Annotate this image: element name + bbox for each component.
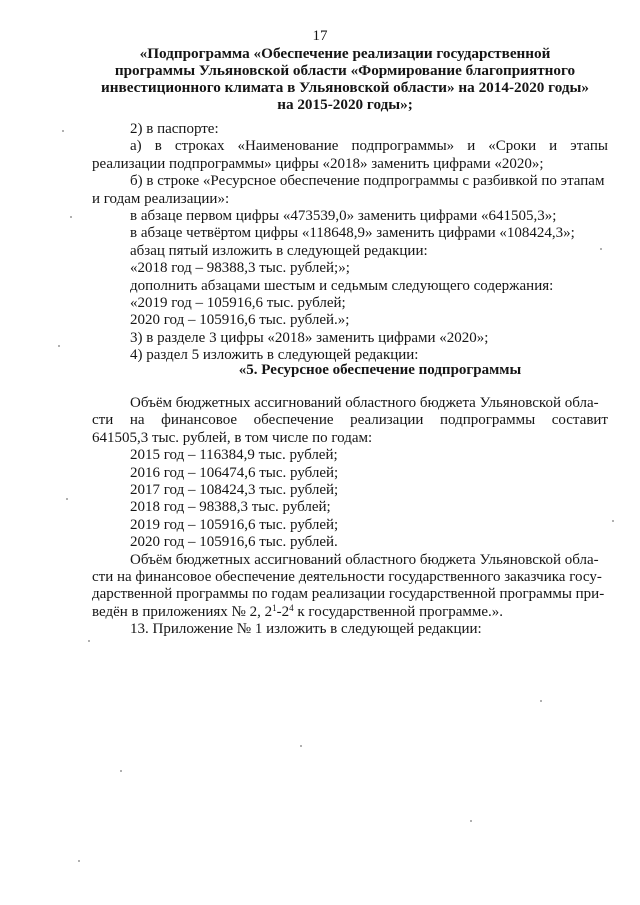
- scan-speck: [78, 860, 80, 862]
- paragraph-line: в абзаце первом цифры «473539,0» заменить цифрами «641505,3»;: [130, 207, 557, 224]
- year-amount-line: 2016 год – 106474,6 тыс. рублей;: [130, 464, 339, 481]
- paragraph-line: реализации подпрограммы» цифры «2018» заменить цифрами «2020»;: [92, 155, 544, 172]
- paragraph-line: и годам реализации»:: [92, 190, 230, 207]
- paragraph-line: дарственной программы по годам реализации государственной программы при-: [92, 586, 605, 603]
- year-amount-line: 2017 год – 108424,3 тыс. рублей;: [130, 481, 339, 498]
- scan-speck: [470, 820, 472, 822]
- paragraph-line: [92, 604, 608, 621]
- text-run: к государственной программе.».: [293, 603, 504, 620]
- section-title-block: [92, 362, 608, 379]
- paragraph-line: 2020 год – 105916,6 тыс. рублей.»;: [130, 312, 350, 329]
- scan-speck: [62, 130, 64, 132]
- heading-line: инвестиционного климата в Ульяновской области» на 2014-2020 годы»: [101, 79, 589, 96]
- scan-speck: [300, 745, 302, 747]
- subprogram-heading: [95, 45, 595, 113]
- paragraph-line: Объём бюджетных ассигнований областного бюджета Ульяновской обла-: [130, 395, 599, 411]
- paragraph-line: 2) в паспорте:: [130, 121, 219, 137]
- paragraph-line: сти на финансовое обеспечение реализации подпрограммы составит: [92, 412, 608, 429]
- scan-speck: [540, 700, 542, 702]
- scan-speck: [612, 520, 614, 522]
- year-amount-line: 2018 год – 98388,3 тыс. рублей;: [130, 499, 331, 516]
- text-run: -2: [276, 603, 290, 620]
- heading-line: на 2015-2020 годы»;: [277, 96, 413, 113]
- paragraph-line: 3) в разделе 3 цифры «2018» заменить цифрами «2020»;: [130, 329, 489, 346]
- paragraph-line: «2018 год – 98388,3 тыс. рублей;»;: [130, 260, 350, 277]
- paragraph-line: сти на финансовое обеспечение деятельности государственного заказчика госу-: [92, 568, 602, 585]
- year-amount-line: 2015 год – 116384,9 тыс. рублей;: [130, 447, 338, 464]
- scan-speck: [58, 345, 60, 347]
- scan-speck: [88, 640, 90, 642]
- paragraph-line: 4) раздел 5 изложить в следующей редакции:: [130, 347, 419, 364]
- text-run: ведён в приложениях № 2, 2: [92, 603, 273, 620]
- paragraph-line: 641505,3 тыс. рублей, в том числе по годам:: [92, 429, 373, 446]
- heading-line: программы Ульяновской области «Формирование благоприятного: [114, 62, 576, 79]
- paragraph-line: дополнить абзацами шестым и седьмым следующего содержания:: [130, 277, 554, 294]
- paragraph-line: 13. Приложение № 1 изложить в следующей редакции:: [130, 621, 482, 638]
- paragraph-line: Объём бюджетных ассигнований областного бюджета Ульяновской обла-: [130, 551, 599, 568]
- scan-speck: [600, 248, 602, 250]
- paragraph-line: «2019 год – 105916,6 тыс. рублей;: [130, 294, 346, 311]
- superscript: 4: [289, 602, 294, 613]
- year-amount-line: 2019 год – 105916,6 тыс. рублей;: [130, 516, 339, 533]
- page-number: 17: [312, 28, 328, 44]
- scan-speck: [70, 216, 72, 218]
- scan-speck: [66, 498, 68, 500]
- scan-speck: [120, 770, 122, 772]
- paragraph-line: абзац пятый изложить в следующей редакции:: [130, 242, 428, 259]
- section-title: «5. Ресурсное обеспечение подпрограммы: [238, 362, 522, 378]
- heading-line: «Подпрограмма «Обеспечение реализации государственной: [139, 45, 551, 62]
- resource-section-block: [92, 395, 608, 638]
- paragraph-line: б) в строке «Ресурсное обеспечение подпрограммы с разбивкой по этапам: [130, 173, 605, 190]
- paragraph-line: в абзаце четвёртом цифры «118648,9» заменить цифрами «108424,3»;: [130, 225, 575, 242]
- paragraph-line: а) в строках «Наименование подпрограммы» и «Сроки и этапы: [130, 138, 608, 155]
- amendment-passport-block: [92, 121, 608, 364]
- year-amount-line: 2020 год – 105916,6 тыс. рублей.: [130, 534, 338, 551]
- superscript: 1: [272, 602, 277, 613]
